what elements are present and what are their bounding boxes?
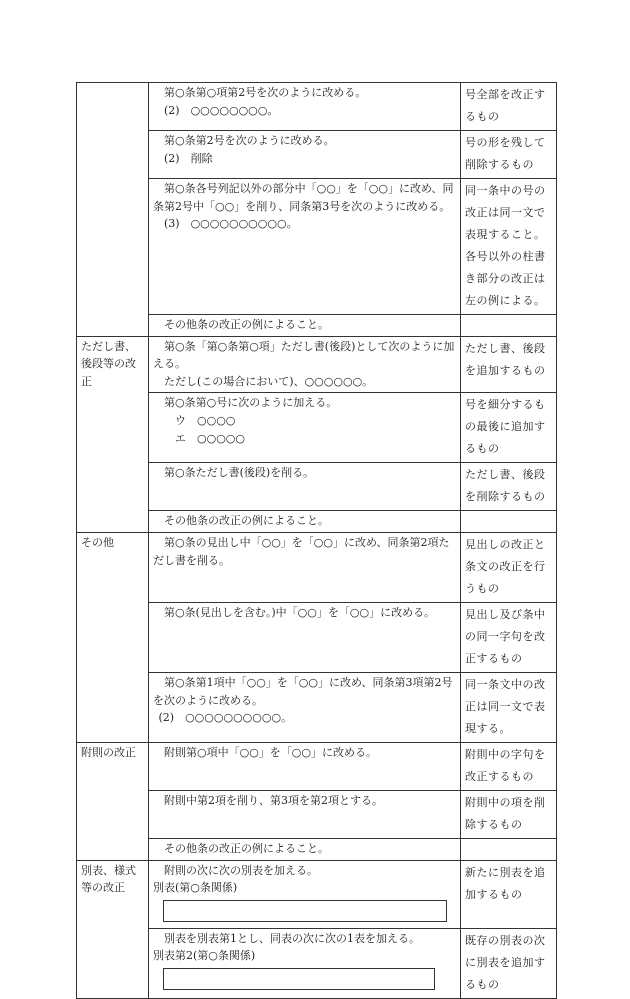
table-row (77, 742, 557, 790)
example-paragraph: 第○条(見出しを含む。)中「○○」を「○○」に改める。 (164, 605, 436, 619)
note-cell (461, 131, 557, 179)
example-line: エ ○○○○○ (175, 431, 245, 445)
note-text: 同一条中の号の改正は同一文で表現すること。各号以外の柱書き部分の改正は左の例による。 (465, 184, 546, 307)
example-cell (149, 315, 461, 337)
note-cell (461, 463, 557, 511)
example-cell (149, 83, 461, 131)
note-cell (461, 602, 557, 672)
example-cell (149, 393, 461, 463)
category-cell (77, 602, 149, 672)
table-placeholder-box (163, 900, 447, 922)
note-cell (461, 511, 557, 533)
example-line: 別表を別表第1とし、同表の次に次の1表を加える。 (164, 931, 420, 945)
example-cell (149, 179, 461, 315)
example-line: その他条の改正の例によること。 (164, 514, 329, 528)
example-line: (2) ○○○○○○○○○○。 (158, 711, 293, 725)
category-cell (77, 790, 149, 838)
table-row (77, 860, 557, 928)
note-text: 見出し及び条中の同一字句を改正するもの (465, 607, 546, 665)
table-placeholder-box (163, 968, 435, 990)
category-label: 附則の改正 (81, 745, 136, 759)
example-cell (149, 928, 461, 998)
table-row (77, 928, 557, 998)
example-line: 第○条ただし書(後段)を削る。 (164, 466, 315, 480)
note-cell (461, 790, 557, 838)
example-line: 別表(第○条関係) (153, 881, 238, 895)
example-paragraph: 第○条「第○条第○項」ただし書(後段)として次のように加える。 (153, 339, 455, 371)
example-cell (149, 860, 461, 928)
example-line: その他条の改正の例によること。 (164, 841, 329, 855)
example-paragraph: 第○条第1項中「○○」を「○○」に改め、同条第3項第2号を次のように改める。 (153, 675, 453, 707)
category-cell (77, 838, 149, 860)
table-row (77, 131, 557, 179)
category-cell (77, 393, 149, 463)
category-cell (77, 83, 149, 131)
note-cell (461, 928, 557, 998)
table-row (77, 336, 557, 393)
note-text: 附則中の項を削除するもの (465, 795, 546, 831)
category-cell (77, 336, 149, 393)
category-cell (77, 928, 149, 998)
note-cell (461, 742, 557, 790)
example-line: 附則中第2項を削り、第3項を第2項とする。 (164, 793, 383, 807)
example-paragraph: 第○条各号列記以外の部分中「○○」を「○○」に改め、同条第2号中「○○」を削り、同条第3号を次のように改める。 (153, 182, 454, 213)
table-row (77, 179, 557, 315)
table-row (77, 672, 557, 742)
table-row (77, 838, 557, 860)
note-text: 既存の別表の次に別表を追加するもの (465, 933, 546, 991)
note-cell (461, 532, 557, 602)
example-cell (149, 463, 461, 511)
table-row (77, 393, 557, 463)
note-cell (461, 315, 557, 337)
example-cell (149, 672, 461, 742)
category-cell (77, 463, 149, 511)
example-cell (149, 602, 461, 672)
table-row (77, 790, 557, 838)
note-text: 号を細分するもの最後に追加するもの (465, 398, 546, 456)
example-cell (149, 511, 461, 533)
table-row (77, 83, 557, 131)
note-text: 号の形を残して削除するもの (465, 136, 546, 171)
category-cell (77, 179, 149, 315)
example-line: ただし(この場合において)、○○○○○○。 (164, 374, 374, 388)
example-line: 第○条第○項第2号を次のように改める。 (164, 86, 367, 99)
example-line: (2) ○○○○○○○○。 (164, 103, 279, 117)
category-cell (77, 315, 149, 337)
example-line: (2) 削除 (164, 151, 213, 165)
note-cell (461, 393, 557, 463)
note-cell (461, 336, 557, 393)
note-text: 号全部を改正するもの (465, 88, 546, 123)
category-cell (77, 742, 149, 790)
example-line: (3) ○○○○○○○○○○。 (164, 217, 298, 231)
note-cell (461, 860, 557, 928)
example-line: 第○条第○号に次のように加える。 (164, 396, 338, 410)
table-row (77, 532, 557, 602)
note-text: ただし書、後段を追加するもの (465, 341, 546, 377)
category-cell (77, 511, 149, 533)
category-cell (77, 672, 149, 742)
table-row (77, 463, 557, 511)
note-text: 新たに別表を追加するもの (465, 865, 546, 901)
example-line: 附則第○項中「○○」を「○○」に改める。 (164, 745, 377, 759)
example-cell (149, 838, 461, 860)
note-text: ただし書、後段を削除するもの (465, 468, 546, 504)
note-cell (461, 179, 557, 315)
example-line: その他条の改正の例によること。 (164, 318, 329, 331)
example-cell (149, 742, 461, 790)
example-cell (149, 336, 461, 393)
category-label: 別表、様式等の改正 (81, 863, 136, 895)
example-paragraph: 第○条の見出し中「○○」を「○○」に改め、同条第2項ただし書を削る。 (153, 535, 450, 567)
example-line: 附則の次に次の別表を加える。 (164, 863, 318, 877)
example-cell (149, 790, 461, 838)
note-cell (461, 672, 557, 742)
note-text: 附則中の字句を改正するもの (465, 747, 546, 783)
category-cell (77, 532, 149, 602)
example-cell (149, 532, 461, 602)
note-cell (461, 838, 557, 860)
note-cell (461, 83, 557, 131)
category-cell (77, 860, 149, 928)
table-row (77, 315, 557, 337)
example-cell (149, 131, 461, 179)
table-row (77, 511, 557, 533)
note-text: 同一条文中の改正は同一文で表現する。 (465, 677, 546, 735)
example-line: 第○条第2号を次のように改める。 (164, 134, 335, 147)
example-line: 別表第2(第○条関係) (153, 949, 256, 963)
note-text: 見出しの改正と条文の改正を行うもの (465, 537, 546, 595)
example-line: ウ ○○○○ (175, 413, 236, 427)
table-row (77, 602, 557, 672)
category-cell (77, 131, 149, 179)
category-label: ただし書、後段等の改正 (81, 339, 136, 388)
category-label: その他 (81, 535, 114, 549)
amendment-examples-table (76, 82, 557, 999)
